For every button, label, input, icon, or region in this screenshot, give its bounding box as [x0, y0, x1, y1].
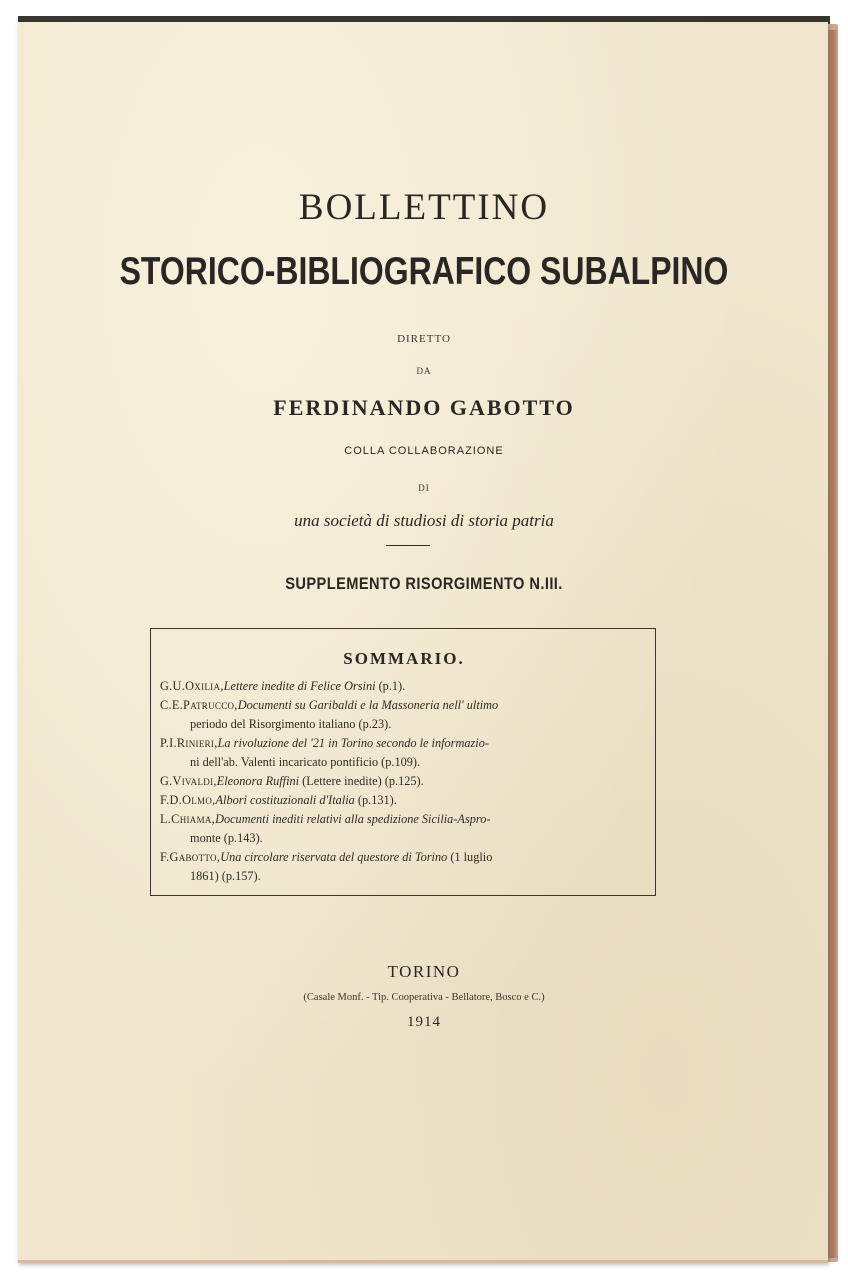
- entry-continuation: monte (p.143).: [190, 831, 263, 845]
- divider-rule: [386, 545, 430, 546]
- entry-author: C.E.Patrucco,: [160, 698, 238, 712]
- sommario-entries: [160, 677, 652, 886]
- title-line-2: STORICO-BIBLIOGRAFICO SUBALPINO: [119, 250, 729, 293]
- entry-work: Lettere inedite di Felice Orsini: [223, 679, 376, 693]
- entry-work: Albori costituzionali d'Italia: [215, 793, 355, 807]
- supplement-title: SUPPLEMENTO RISORGIMENTO N.III.: [285, 574, 563, 593]
- sommario-entry: [160, 848, 652, 886]
- entry-work: Una circolare riservata del questore di Torino: [220, 850, 448, 864]
- entry-author: P.I.Rinieri,: [160, 736, 218, 750]
- entry-continuation: ni dell'ab. Valenti incaricato pontificio (p.109).: [190, 755, 421, 769]
- imprint-city: TORINO: [387, 962, 461, 981]
- sommario-box: [150, 628, 656, 896]
- da-label: DA: [416, 366, 432, 376]
- title-line-1: BOLLETTINO: [298, 187, 550, 228]
- entry-author: G.Vivaldi,: [160, 774, 217, 788]
- entry-tail: (p.1).: [375, 679, 406, 693]
- entry-author: F.Gabotto,: [160, 850, 221, 864]
- entry-tail: (Lettere inedite) (p.125).: [299, 774, 424, 788]
- entry-tail: (p.131).: [354, 793, 397, 807]
- sommario-entry: [160, 696, 652, 734]
- imprint-year: 1914: [407, 1014, 441, 1030]
- sommario-title: SOMMARIO.: [343, 649, 465, 668]
- diretto-label: DIRETTO: [397, 333, 451, 345]
- editor-name: FERDINANDO GABOTTO: [273, 395, 575, 420]
- entry-work: Documenti su Garibaldi e la Massoneria nell' ultimo: [237, 698, 499, 712]
- entry-author: L.Chiama,: [160, 812, 216, 826]
- di-label: DI: [418, 483, 430, 493]
- sommario-entry: [160, 772, 652, 791]
- sommario-entry: [160, 677, 652, 696]
- imprint-printer: (Casale Monf. - Tip. Cooperativa - Bellatore, Bosco e C.): [303, 992, 545, 1003]
- entry-work: Eleonora Ruffini: [216, 774, 300, 788]
- entry-tail: (1 luglio: [447, 850, 493, 864]
- entry-work: Documenti inediti relativi alla spedizione Sicilia-Aspro-: [215, 812, 491, 826]
- entry-continuation: 1861) (p.157).: [190, 869, 261, 883]
- collaboration-label: COLLA COLLABORAZIONE: [344, 445, 504, 457]
- entry-work: La rivoluzione del '21 in Torino secondo le informazio-: [217, 736, 489, 750]
- society-line: una società di studiosi di storia patria: [294, 511, 554, 530]
- sommario-entry: [160, 810, 652, 848]
- entry-author: G.U.Oxilia,: [160, 679, 224, 693]
- sommario-entry: [160, 734, 652, 772]
- sommario-entry: [160, 791, 652, 810]
- entry-continuation: periodo del Risorgimento italiano (p.23).: [190, 717, 392, 731]
- entry-author: F.D.Olmo,: [160, 793, 216, 807]
